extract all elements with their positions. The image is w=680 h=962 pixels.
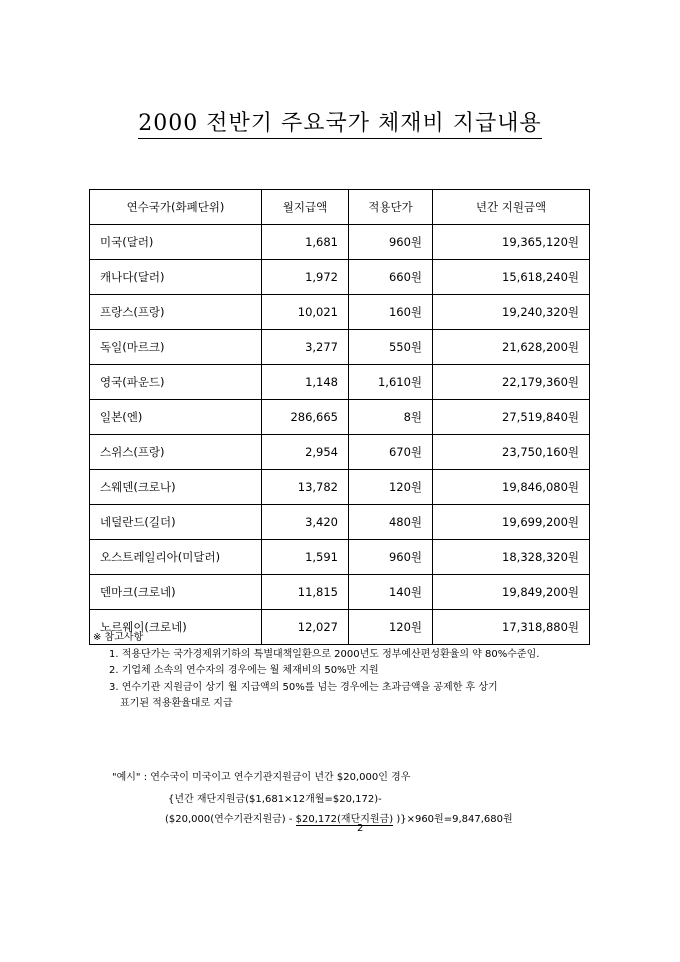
table-cell: 120원 xyxy=(349,610,433,645)
table-cell: 노르웨이(크로네) xyxy=(90,610,262,645)
table-cell: 19,365,120원 xyxy=(433,225,590,260)
table-cell: 2,954 xyxy=(262,435,349,470)
table-cell: 1,681 xyxy=(262,225,349,260)
table-row xyxy=(90,400,590,435)
reference-notes xyxy=(93,630,539,713)
table-cell: 일본(엔) xyxy=(90,400,262,435)
example-term-a: ($20,000(연수기관지원금) - xyxy=(165,814,293,825)
table-cell: 660원 xyxy=(349,260,433,295)
table-cell: 스웨덴(크로나) xyxy=(90,470,262,505)
table-row xyxy=(90,260,590,295)
table-row xyxy=(90,295,590,330)
table-cell: 스위스(프랑) xyxy=(90,435,262,470)
table-cell: 22,179,360원 xyxy=(433,365,590,400)
table-cell: 1,591 xyxy=(262,540,349,575)
table-cell: 10,021 xyxy=(262,295,349,330)
table-cell: 27,519,840원 xyxy=(433,400,590,435)
table-cell: 19,699,200원 xyxy=(433,505,590,540)
table-row xyxy=(90,435,590,470)
table-cell: 480원 xyxy=(349,505,433,540)
table-header-row xyxy=(90,190,590,225)
table-cell: 1,148 xyxy=(262,365,349,400)
column-header: 적용단가 xyxy=(349,190,433,225)
table-row xyxy=(90,575,590,610)
note-item-continuation: 표기된 적용환율대로 지급 xyxy=(120,698,233,709)
table-cell: 3,277 xyxy=(262,330,349,365)
example-denominator: 2 xyxy=(357,823,364,834)
table-row xyxy=(90,330,590,365)
table-cell: 8원 xyxy=(349,400,433,435)
table-cell: 미국(달러) xyxy=(90,225,262,260)
column-header: 년간 지원금액 xyxy=(433,190,590,225)
table-cell: 140원 xyxy=(349,575,433,610)
table-cell: 17,318,880원 xyxy=(433,610,590,645)
table-cell: 덴마크(크로네) xyxy=(90,575,262,610)
table-cell: 19,849,200원 xyxy=(433,575,590,610)
page-title: 2000 전반기 주요국가 체재비 지급내용 xyxy=(0,106,680,137)
column-header: 연수국가(화폐단위) xyxy=(90,190,262,225)
table-cell: 11,815 xyxy=(262,575,349,610)
table-cell: 13,782 xyxy=(262,470,349,505)
table-row xyxy=(90,470,590,505)
table-cell: 네덜란드(길더) xyxy=(90,505,262,540)
table-cell: 3,420 xyxy=(262,505,349,540)
table-cell: 1,610원 xyxy=(349,365,433,400)
table-cell: 독일(마르크) xyxy=(90,330,262,365)
table-cell: 프랑스(프랑) xyxy=(90,295,262,330)
table-cell: 캐나다(달러) xyxy=(90,260,262,295)
table-cell: 오스트레일리아(미달러) xyxy=(90,540,262,575)
notes-heading: ※ 참고사항 xyxy=(93,632,144,643)
table-cell: 19,846,080원 xyxy=(433,470,590,505)
table-cell: 670원 xyxy=(349,435,433,470)
table-row xyxy=(90,225,590,260)
example-numerator: $20,172(재단지원금) xyxy=(295,814,394,825)
table-cell: 960원 xyxy=(349,540,433,575)
example-term-c: )}×960원=9,847,680원 xyxy=(396,814,513,825)
example-line-2: {년간 재단지원금($1,681×12개월=$20,172)- xyxy=(168,794,382,805)
table-row xyxy=(90,365,590,400)
table-cell: 960원 xyxy=(349,225,433,260)
table-cell: 286,665 xyxy=(262,400,349,435)
table-cell: 18,328,320원 xyxy=(433,540,590,575)
example-line-3 xyxy=(165,810,513,825)
note-item: 1. 적용단가는 국가경제위기하의 특별대책일환으로 2000년도 정부예산편성환율의 약 80%수준임. xyxy=(109,648,540,660)
table-cell: 19,240,320원 xyxy=(433,295,590,330)
table-row xyxy=(90,505,590,540)
table-cell: 영국(파운드) xyxy=(90,365,262,400)
note-item: 3. 연수기관 지원금이 상기 월 지급액의 50%를 넘는 경우에는 초과금액을 공제한 후 상기 xyxy=(109,681,498,693)
column-header: 월지급액 xyxy=(262,190,349,225)
subsidy-table xyxy=(89,189,590,645)
table-cell: 120원 xyxy=(349,470,433,505)
table-cell: 550원 xyxy=(349,330,433,365)
table-cell: 12,027 xyxy=(262,610,349,645)
example-line-1: "예시" : 연수국이 미국이고 연수기관지원금이 년간 $20,000인 경우 xyxy=(112,772,411,783)
table-cell: 160원 xyxy=(349,295,433,330)
table-cell: 21,628,200원 xyxy=(433,330,590,365)
table-cell: 1,972 xyxy=(262,260,349,295)
table-cell: 15,618,240원 xyxy=(433,260,590,295)
table-cell: 23,750,160원 xyxy=(433,435,590,470)
table-row xyxy=(90,540,590,575)
note-item: 2. 기업체 소속의 연수자의 경우에는 월 체재비의 50%만 지원 xyxy=(109,665,379,676)
